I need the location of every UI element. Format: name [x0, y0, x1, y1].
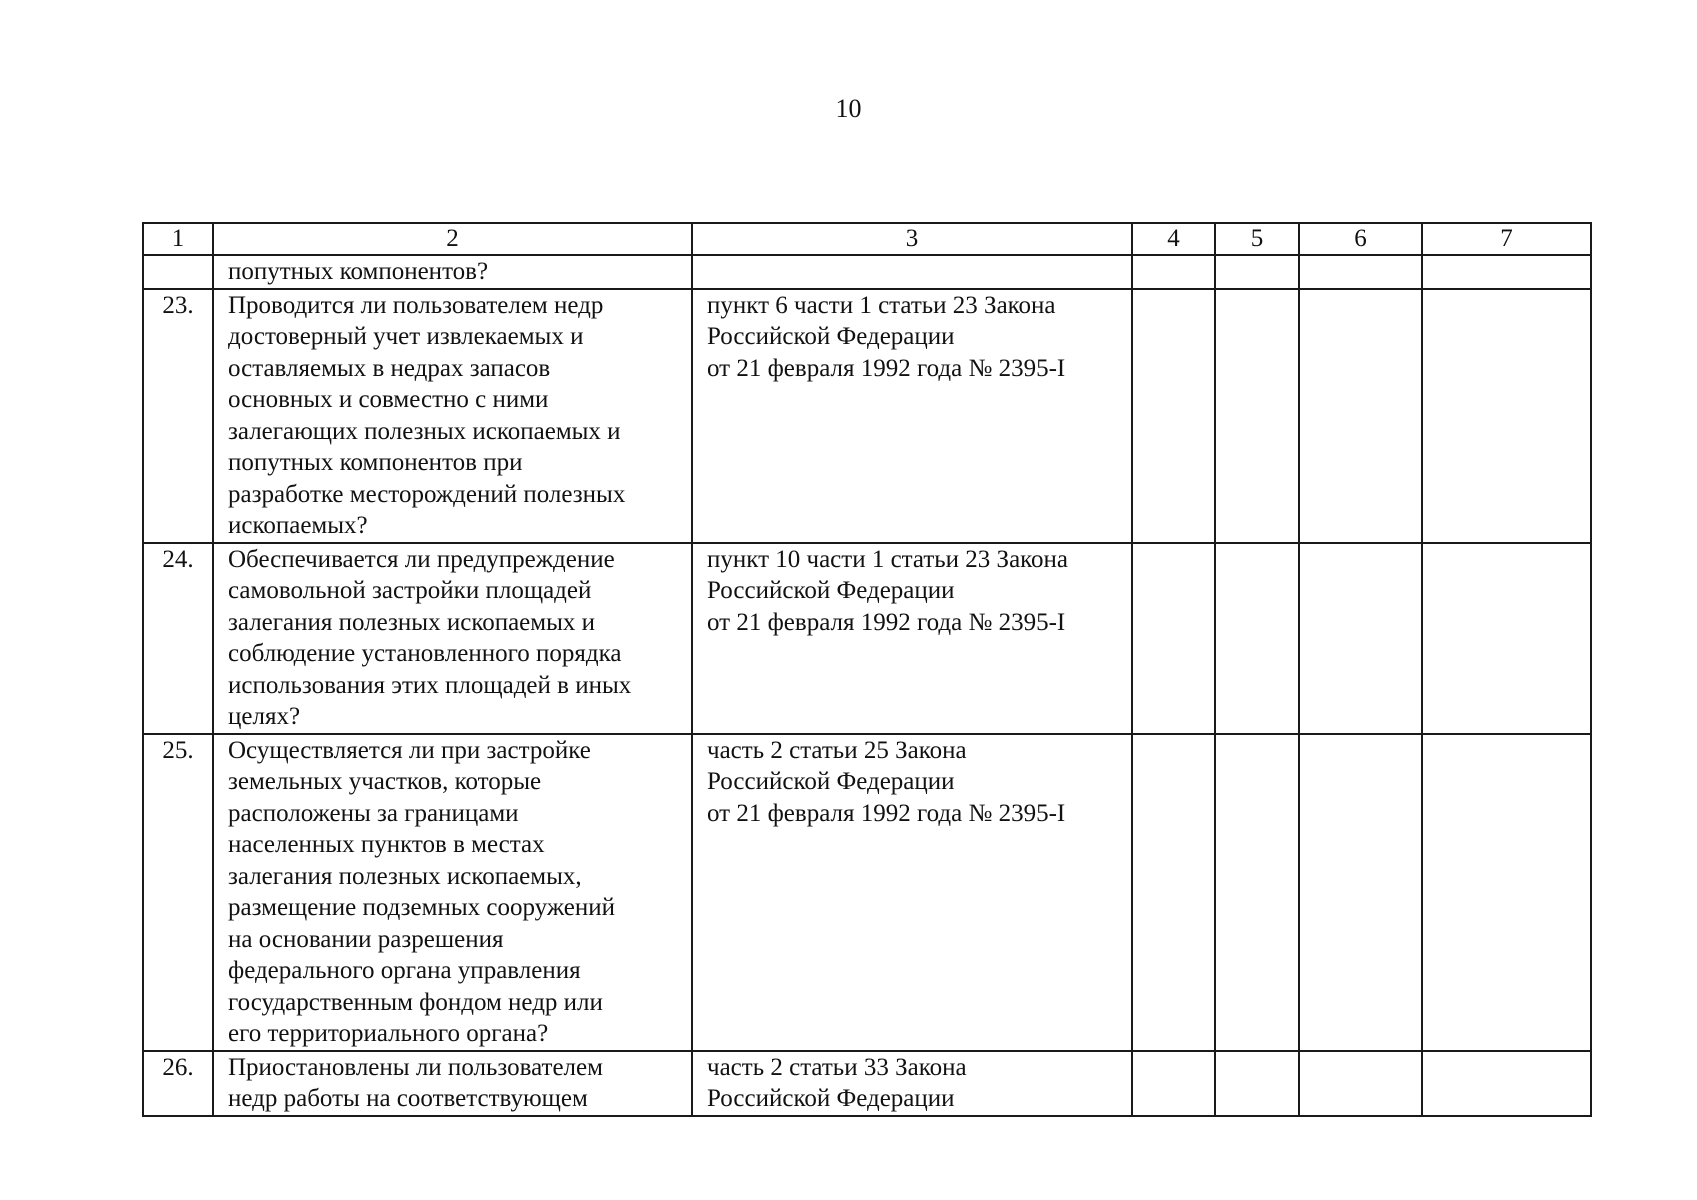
question-line: Обеспечивается ли предупреждение — [228, 545, 615, 573]
reference-line: Российской Федерации — [707, 1085, 955, 1112]
reference-line: часть 2 статьи 25 Закона — [707, 736, 967, 764]
question-line: использования этих площадей в иных — [228, 671, 632, 699]
answer-cell-col5 — [1215, 1051, 1299, 1116]
answer-cell-col4 — [1132, 289, 1215, 543]
question-line: попутных компонентов? — [228, 258, 489, 285]
answer-cell-col5 — [1215, 734, 1299, 1051]
table-row — [143, 543, 1591, 734]
question-line: оставляемых в недрах запасов — [228, 354, 551, 382]
question-line: залегания полезных ископаемых, — [228, 862, 582, 890]
question-cell — [213, 255, 692, 289]
question-line: населенных пунктов в местах — [228, 831, 545, 858]
answer-cell-col6 — [1299, 255, 1422, 289]
answer-cell-col5 — [1215, 543, 1299, 734]
reference-line: часть 2 статьи 33 Закона — [707, 1053, 967, 1081]
reference-line: Российской Федерации — [707, 323, 955, 350]
question-line: государственным фондом недр или — [228, 988, 603, 1016]
reference-line: от 21 февраля 1992 года № 2395-I — [707, 608, 1066, 636]
answer-cell-col6 — [1299, 734, 1422, 1051]
question-line: Осуществляется ли при застройке — [228, 736, 591, 764]
question-line: целях? — [228, 703, 301, 730]
question-line: на основании разрешения — [228, 925, 504, 953]
legal-reference-cell — [692, 255, 1132, 289]
column-header-5: 5 — [1215, 223, 1299, 255]
answer-cell-col4 — [1132, 1051, 1215, 1116]
row-number: 23. — [143, 289, 213, 543]
answer-cell-col5 — [1215, 289, 1299, 543]
question-line: соблюдение установленного порядка — [228, 640, 622, 667]
answer-cell-col5 — [1215, 255, 1299, 289]
answer-cell-col6 — [1299, 543, 1422, 734]
row-number: 25. — [143, 734, 213, 1051]
question-cell — [213, 734, 692, 1051]
table-row — [143, 255, 1591, 289]
row-number — [143, 255, 213, 289]
question-line: попутных компонентов при — [228, 449, 523, 476]
legal-reference-cell — [692, 289, 1132, 543]
answer-cell-col6 — [1299, 1051, 1422, 1116]
legal-reference-cell — [692, 1051, 1132, 1116]
reference-line: Российской Федерации — [707, 577, 955, 604]
legal-reference-cell — [692, 543, 1132, 734]
question-line: залегания полезных ископаемых и — [228, 608, 596, 636]
question-cell — [213, 289, 692, 543]
column-header-2: 2 — [213, 223, 692, 255]
row-number: 26. — [143, 1051, 213, 1116]
reference-line: от 21 февраля 1992 года № 2395-I — [707, 354, 1066, 382]
table-row — [143, 289, 1591, 543]
question-line: достоверный учет извлекаемых и — [228, 323, 584, 350]
column-header-1: 1 — [143, 223, 213, 255]
question-line: ископаемых? — [228, 512, 368, 539]
reference-line: от 21 февраля 1992 года № 2395-I — [707, 799, 1066, 827]
legal-reference-cell — [692, 734, 1132, 1051]
question-line: недр работы на соответствующем — [228, 1085, 588, 1112]
table-row — [143, 1051, 1591, 1116]
answer-cell-col7 — [1422, 255, 1591, 289]
question-line: основных и совместно с ними — [228, 386, 549, 413]
answer-cell-col4 — [1132, 734, 1215, 1051]
answer-cell-col7 — [1422, 734, 1591, 1051]
answer-cell-col7 — [1422, 543, 1591, 734]
reference-line: пункт 10 части 1 статьи 23 Закона — [707, 545, 1069, 573]
question-line: его территориального органа? — [228, 1020, 549, 1047]
question-line: самовольной застройки площадей — [228, 577, 592, 604]
answer-cell-col4 — [1132, 255, 1215, 289]
question-line: размещение подземных сооружений — [228, 894, 615, 921]
page-number: 10 — [835, 94, 862, 123]
column-header-7: 7 — [1422, 223, 1591, 255]
question-cell — [213, 543, 692, 734]
answer-cell-col7 — [1422, 1051, 1591, 1116]
question-line: Приостановлены ли пользователем — [228, 1053, 603, 1081]
column-header-4: 4 — [1132, 223, 1215, 255]
column-header-6: 6 — [1299, 223, 1422, 255]
question-line: расположены за границами — [228, 799, 519, 827]
row-number: 24. — [143, 543, 213, 734]
question-line: земельных участков, которые — [228, 768, 542, 795]
reference-line: Российской Федерации — [707, 768, 955, 795]
reference-line: пункт 6 части 1 статьи 23 Закона — [707, 291, 1056, 319]
table-row — [143, 734, 1591, 1051]
question-line: Проводится ли пользователем недр — [228, 291, 604, 319]
checklist-table — [142, 222, 1592, 1117]
question-line: федерального органа управления — [228, 957, 581, 984]
answer-cell-col7 — [1422, 289, 1591, 543]
answer-cell-col6 — [1299, 289, 1422, 543]
question-line: залегающих полезных ископаемых и — [228, 417, 621, 445]
question-line: разработке месторождений полезных — [228, 480, 626, 508]
column-header-3: 3 — [692, 223, 1132, 255]
answer-cell-col4 — [1132, 543, 1215, 734]
table-header-row — [143, 223, 1591, 255]
question-cell — [213, 1051, 692, 1116]
